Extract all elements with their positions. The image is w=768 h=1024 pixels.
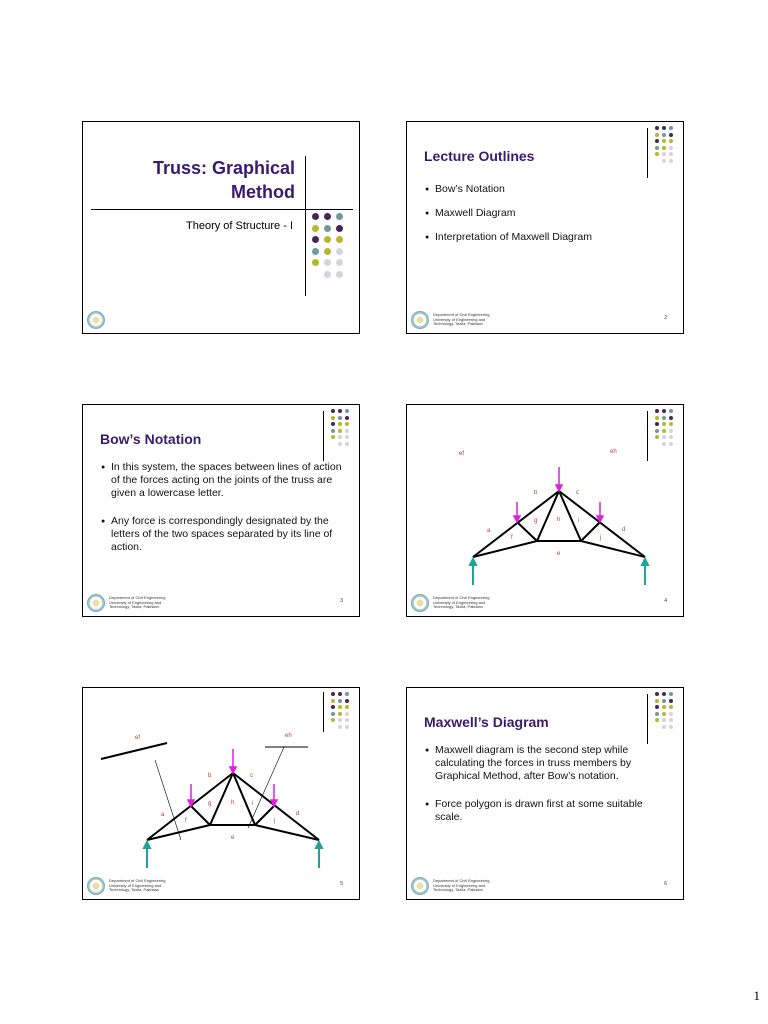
- slide-footer: Department of Civil Engineering University of Engineering and Technology, Taxila, Pakistan: [411, 877, 489, 895]
- decorative-dots: [655, 692, 676, 731]
- space-label: g: [534, 518, 538, 524]
- slide-title: Bow’s Notation: [100, 431, 202, 447]
- page-number: 1: [753, 988, 760, 1003]
- slide-4: [406, 404, 684, 617]
- space-label: a: [161, 812, 165, 818]
- truss-member: [255, 806, 274, 825]
- truss-diagram-extended: [83, 688, 359, 899]
- space-label: ef: [459, 451, 465, 457]
- space-label: h: [231, 800, 235, 806]
- bullet-item: ● Maxwell diagram is the second step while calculating the forces in truss members by Graphical Method, after Bow’s notation.: [425, 744, 670, 783]
- university-logo: [411, 311, 429, 329]
- space-label: e: [231, 835, 235, 841]
- reaction-arrowhead: [470, 559, 476, 565]
- space-label: i: [252, 801, 254, 807]
- slide-number: 4: [664, 598, 667, 604]
- slide-number: 3: [340, 598, 343, 604]
- space-label: j: [600, 535, 602, 541]
- slide-number: 5: [340, 881, 343, 887]
- reaction-arrowhead: [316, 842, 322, 848]
- load-arrowhead: [556, 485, 562, 491]
- bullet-item: ● Bow’s Notation: [425, 183, 665, 196]
- slide-footer: Department of Civil Engineering University of Engineering and Technology, Taxila, Pakistan: [87, 877, 165, 895]
- slide-title: Maxwell’s Diagram: [424, 714, 549, 730]
- decorative-dots: [331, 409, 352, 448]
- bullet-item: ● Any force is correspondingly designated by the letters of the two spaces separated by its line of action.: [101, 515, 346, 554]
- slide-1: [82, 121, 360, 334]
- truss-member: [191, 806, 210, 825]
- space-label: i: [578, 518, 580, 524]
- university-logo: [87, 311, 105, 329]
- projection-line: [155, 760, 181, 840]
- bullet-item: ● In this system, the spaces between lines of action of the forces acting on the joints of the truss are given a lowercase letter.: [101, 461, 346, 500]
- load-arrowhead: [230, 767, 236, 773]
- vertical-divider: [647, 128, 648, 178]
- truss-member: [517, 522, 537, 541]
- slide-subtitle: Theory of Structure - I: [186, 220, 293, 232]
- slide-number: 2: [664, 315, 667, 321]
- vertical-divider: [323, 411, 324, 461]
- university-logo: [87, 877, 105, 895]
- vertical-divider: [305, 156, 306, 296]
- bullet-item: ● Interpretation of Maxwell Diagram: [425, 231, 665, 244]
- space-label: e: [557, 551, 561, 557]
- bullet-item: ● Maxwell Diagram: [425, 207, 665, 220]
- bullet-list: [101, 461, 346, 565]
- space-label: c: [250, 773, 253, 779]
- slide-5: [82, 687, 360, 900]
- space-label: eh: [610, 449, 617, 455]
- space-label: c: [576, 490, 579, 496]
- bullet-item: ● Force polygon is drawn first at some suitable scale.: [425, 798, 670, 824]
- space-label: d: [296, 811, 300, 817]
- space-label: f: [185, 818, 187, 824]
- space-label: eh: [285, 733, 292, 739]
- space-label: h: [557, 517, 561, 523]
- force-line-ef: [101, 743, 167, 759]
- space-label: ef: [135, 735, 141, 741]
- projection-line: [248, 747, 284, 828]
- slide-title: Truss: Graphical Method: [152, 158, 295, 202]
- space-label: f: [511, 535, 513, 541]
- university-logo: [411, 877, 429, 895]
- space-label: j: [274, 818, 276, 824]
- space-label: b: [534, 490, 538, 496]
- slide-2: [406, 121, 684, 334]
- decorative-dots: [312, 213, 348, 282]
- truss-member: [581, 522, 600, 541]
- slide-footer: Department of Civil Engineering University of Engineering and Technology, Taxila, Pakistan: [411, 594, 489, 612]
- slide-3: [82, 404, 360, 617]
- space-label: b: [208, 773, 212, 779]
- vertical-divider: [647, 694, 648, 744]
- university-logo: [411, 594, 429, 612]
- bullet-list: [425, 744, 670, 835]
- slide-footer: Department of Civil Engineering University of Engineering and Technology, Taxila, Pakistan: [87, 594, 165, 612]
- slide-footer: [87, 311, 109, 329]
- decorative-dots: [655, 126, 676, 165]
- reaction-arrowhead: [642, 559, 648, 565]
- reaction-arrowhead: [144, 842, 150, 848]
- bullet-list: [425, 183, 665, 255]
- slide-number: 6: [664, 881, 667, 887]
- space-label: a: [487, 528, 491, 534]
- slide-6: [406, 687, 684, 900]
- university-logo: [87, 594, 105, 612]
- load-arrowhead: [271, 800, 277, 806]
- space-label: d: [622, 527, 626, 533]
- title-divider: [91, 209, 353, 210]
- space-label: g: [208, 801, 212, 807]
- slide-title: Lecture Outlines: [424, 148, 535, 164]
- slide-footer: Department of Civil Engineering University of Engineering and Technology, Taxila, Pakistan: [411, 311, 489, 329]
- truss-diagram: [407, 405, 683, 616]
